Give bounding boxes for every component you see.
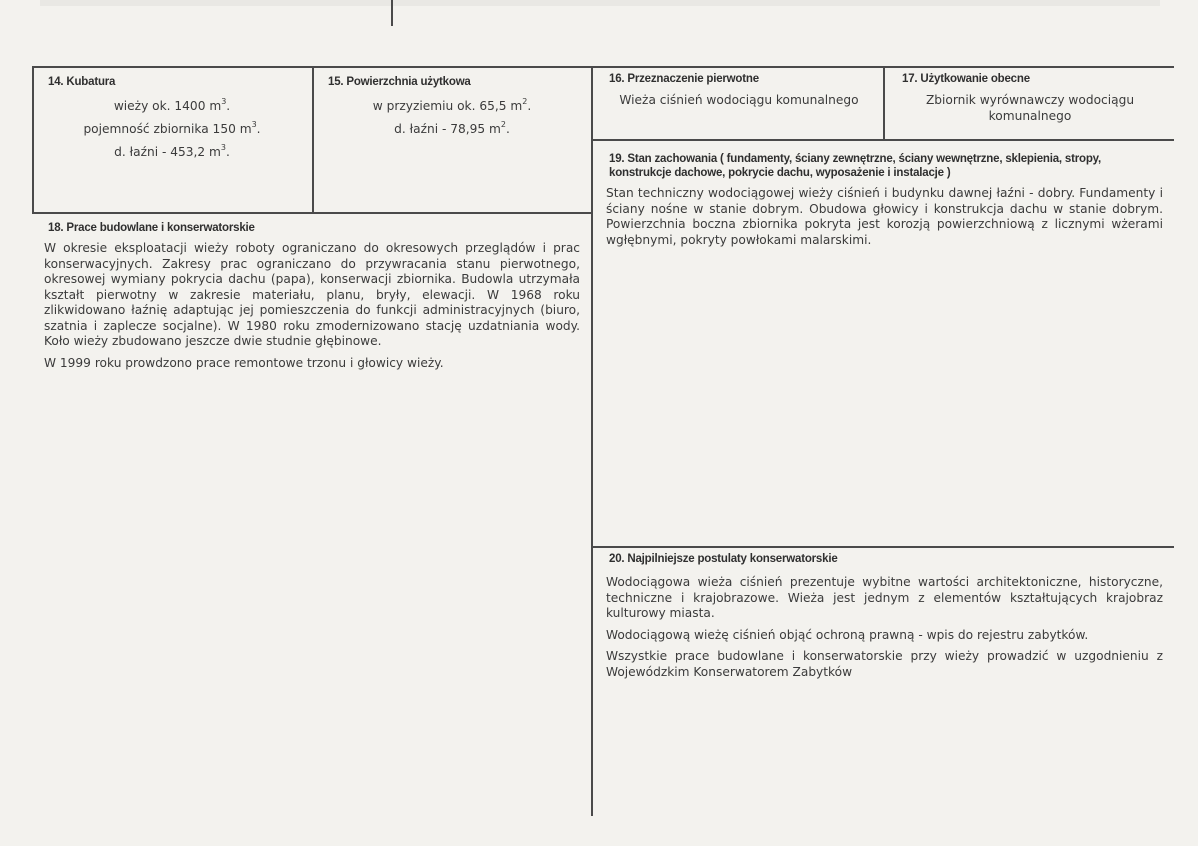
section-19-title: 19. Stan zachowania ( fundamenty, ściany zewnętrzne, ściany wewnętrzne, sklepienia, stropy, konstrukcje dachowe, pokrycie dachu, wyposażenie i instalacje ) (609, 153, 1102, 179)
divider-center (591, 66, 593, 816)
section-16-text: Wieża ciśnień wodociągu komunalnego (619, 93, 859, 107)
divider-16-17 (883, 66, 885, 139)
rule-above-20 (591, 546, 1174, 548)
section-15-title: 15. Powierzchnia użytkowa (328, 76, 471, 88)
section-14-values (36, 95, 308, 164)
section-20-paragraph-1: Wodociągowa wieża ciśnień prezentuje wybitne wartości architektoniczne, historyczne, techniczne i krajobrazowe. Wieża jest jednym z elementów kształtujących krajobraz kulturowy miasta. (606, 575, 1163, 620)
section-20-title: 20. Najpilniejsze postulaty konserwatorskie (609, 553, 838, 565)
section-15-values (316, 95, 588, 141)
divider-14-15 (312, 66, 314, 213)
section-17-title: 17. Użytkowanie obecne (902, 73, 1030, 85)
area-ground-floor: w przyziemiu ok. 65,5 $m^2$. (372, 97, 532, 113)
section-18-body (44, 241, 580, 377)
rule-below-16-17 (591, 139, 1174, 141)
rule-above-18 (32, 212, 592, 214)
volume-tank: pojemność zbiornika 150 $m^3$. (83, 120, 261, 136)
top-rule (32, 66, 1174, 68)
section-19-text: Stan techniczny wodociągowej wieży ciśnień i budynku dawnej łaźni - dobry. Fundamenty i ściany nośne w stanie dobrym. Obudowa głowicy i konstrukcja dachu w stanie dobrym. Powierzchnia boczna zbiornika pokryta jest korozją powierzchniową z licznymi wżerami wgłębnymi, pokryty powłokami malarskimi. (606, 186, 1163, 247)
section-16-title: 16. Przeznaczenie pierwotne (609, 73, 759, 85)
section-20-body (606, 575, 1163, 686)
section-18-paragraph-1: W okresie eksploatacji wieży roboty ograniczano do okresowych przeglądów i prac konserwacyjnych. Zakresy prac ograniczano do przywracania stanu pierwotnego, okresowej wymiany pokrycia dachu (papa), konserwacji zbiornika. Budowla utrzymała kształt pierwotny w zakresie materiału, planu, bryły, elewacji. W 1968 roku zlikwidowano łaźnię adaptując jej pomieszczenia do funkcji administracyjnych (biuro, szatnia i zaplecze socjalne). W 1980 roku zmodernizowano stację uzdatniania wody. Koło wieży zbudowano jeszcze dwie studnie głębinowe. (44, 241, 580, 348)
section-18-paragraph-2: W 1999 roku prowdzono prace remontowe trzonu i głowicy wieży. (44, 355, 444, 370)
volume-tower: wieży ok. 1400 $m^3$. (113, 97, 231, 113)
section-14-title: 14. Kubatura (48, 76, 116, 88)
section-18-title: 18. Prace budowlane i konserwatorskie (48, 222, 255, 234)
section-20-paragraph-3: Wszystkie prace budowlane i konserwatorskie przy wieży prowadzić w uzgodnieniu z Wojewódzkim Konserwatorem Zabytków (606, 649, 1163, 679)
top-tick (391, 0, 393, 26)
scan-mark (40, 0, 1160, 6)
area-bathhouse: d. łaźni - 78,95 $m^2$. (394, 120, 510, 136)
section-20-paragraph-2: Wodociągową wieżę ciśnień objąć ochroną prawną - wpis do rejestru zabytków. (606, 627, 1089, 642)
volume-bathhouse: d. łaźni - 453,2 $m^3$. (114, 143, 230, 159)
left-border (32, 66, 34, 213)
section-17-text: Zbiornik wyrównawczy wodociągu komunalnego (925, 93, 1135, 123)
